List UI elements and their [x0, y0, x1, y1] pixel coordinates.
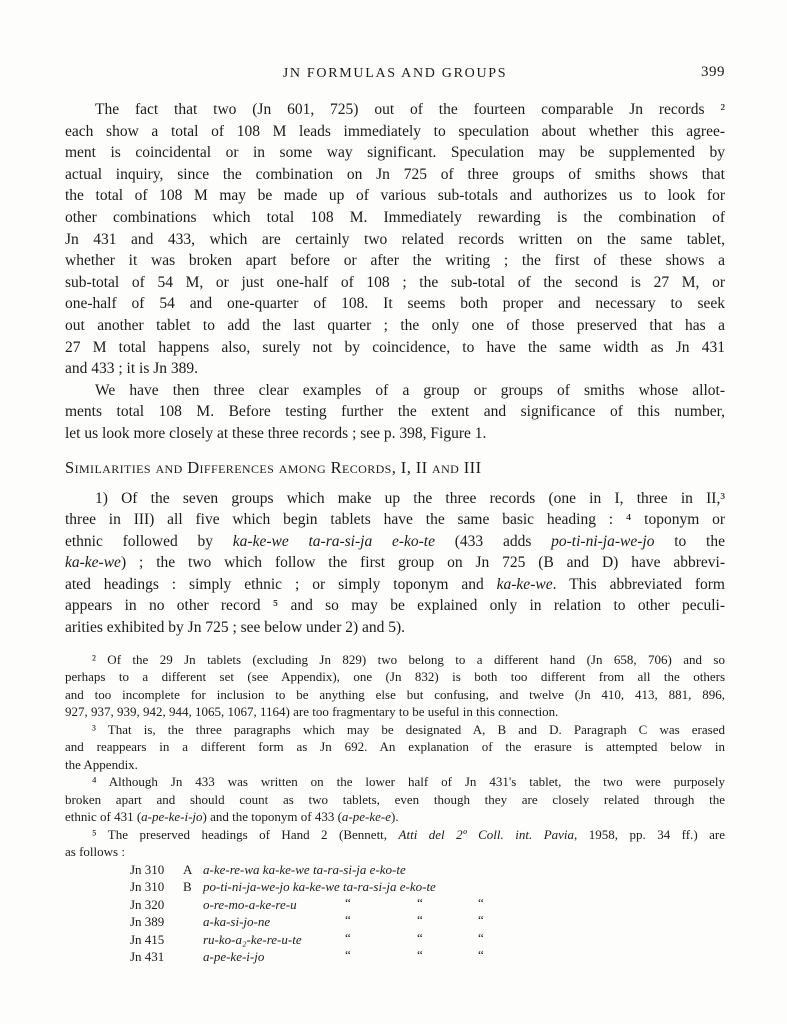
- table-row: [130, 948, 725, 966]
- tablet-id: Jn 320: [130, 896, 165, 912]
- paragraph-letter: A: [183, 861, 193, 877]
- text-line: whether it was broken apart before or after the writing ; the first of these shows a: [65, 252, 725, 270]
- table-row: [130, 913, 725, 931]
- ditto-mark: “: [417, 947, 423, 963]
- ditto-mark: “: [478, 894, 484, 910]
- text-line: perhaps to a different set (see Appendix), one (Jn 832) is both too different from all the others: [65, 669, 725, 685]
- tablet-heading: a-ka-si-jo-ne: [203, 914, 271, 930]
- ditto-mark: “: [417, 894, 423, 910]
- text-line: 927, 937, 939, 942, 944, 1065, 1067, 1164) are too fragmentary to be useful in this connection.: [65, 704, 559, 720]
- tablet-heading: po-ti-ni-ja-we-jo ka-ke-we ta-ra-si-ja e-ko-te: [203, 879, 436, 895]
- page-number: 399: [701, 64, 725, 80]
- text-line: the Appendix.: [65, 756, 138, 772]
- text-line: ated headings : simply ethnic ; or simply toponym and ka-ke-we. This abbreviated form: [65, 575, 725, 593]
- body-text: [65, 99, 725, 445]
- footnote-blocks: [65, 651, 725, 861]
- table-row: [130, 878, 725, 896]
- tablet-id: Jn 431: [130, 949, 165, 965]
- ditto-mark: “: [417, 912, 423, 928]
- section-body-text: [65, 488, 725, 639]
- section-heading: Similarities and Differences among Records, I, II and III: [65, 457, 482, 477]
- tablet-id: Jn 389: [130, 914, 165, 930]
- text-line: let us look more closely at these three records ; see p. 398, Figure 1.: [65, 424, 487, 442]
- text-line: and 433 ; it is Jn 389.: [65, 360, 199, 378]
- text-line: out another tablet to add the last quarter ; the only one of those preserved that has a: [65, 316, 725, 334]
- text-line: The fact that two (Jn 601, 725) out of the fourteen comparable Jn records ²: [95, 101, 725, 118]
- text-line: Jn 431 and 433, which are certainly two related records written on the same tablet,: [65, 230, 725, 248]
- text-line: ³ That is, the three paragraphs which may be designated A, B and D. Paragraph C was erased: [92, 721, 725, 737]
- ditto-mark: “: [478, 912, 484, 928]
- footnote: [65, 721, 725, 774]
- tablet-id: Jn 310: [130, 861, 165, 877]
- tablet-heading: a-ke-re-wa ka-ke-we ta-ra-si-ja e-ko-te: [203, 861, 406, 877]
- footnotes-section: [65, 651, 725, 966]
- text-line: ethnic of 431 (a-pe-ke-i-jo) and the toponym of 433 (a-pe-ke-e).: [65, 809, 399, 825]
- text-line: each show a total of 108 M leads immediately to speculation about whether this agree-: [65, 122, 725, 140]
- tablet-id: Jn 415: [130, 931, 165, 947]
- table-row: [130, 896, 725, 914]
- text-line: ² Of the 29 Jn tablets (excluding Jn 829) two belong to a different hand (Jn 658, 706) and so: [92, 651, 725, 667]
- text-line: other combinations which total 108 M. Immediately rewarding is the combination of: [65, 208, 725, 226]
- tablet-heading: ru-ko-a₂-ke-re-u-te: [203, 931, 302, 947]
- paragraph: [65, 488, 725, 639]
- text-line: ethnic followed by ka-ke-we ta-ra-si-ja e-ko-te (433 adds po-ti-ni-ja-we-jo to the: [65, 532, 725, 550]
- text-line: three in III) all five which begin tablets have the same basic heading : ⁴ toponym or: [65, 511, 725, 529]
- text-line: appears in no other record ⁵ and so may be explained only in relation to other peculi-: [65, 597, 725, 615]
- footnote: [65, 826, 725, 861]
- ditto-mark: “: [417, 929, 423, 945]
- running-header: [65, 64, 725, 83]
- text-block: [65, 0, 725, 966]
- text-line: actual inquiry, since the combination on Jn 725 of three groups of smiths shows that: [65, 165, 725, 183]
- ditto-mark: “: [478, 929, 484, 945]
- table-row: [130, 861, 725, 879]
- text-line: ⁵ The preserved headings of Hand 2 (Bennett, Atti del 2º Coll. int. Pavia, 1958, pp. 34 ff.) are: [92, 826, 726, 842]
- table-row: [130, 931, 725, 949]
- tablet-heading: a-pe-ke-i-jo: [203, 949, 265, 965]
- ditto-mark: “: [345, 929, 351, 945]
- page-header-title: JN FORMULAS AND GROUPS: [282, 66, 508, 81]
- text-line: ka-ke-we) ; the two which follow the first group on Jn 725 (B and D) have abbrevi-: [65, 554, 725, 572]
- text-line: one-half of 54 and one-quarter of 108. It seems both proper and necessary to seek: [65, 295, 725, 313]
- text-line: and reappears in a different form as Jn 692. An explanation of the erasure is attempted below in: [65, 739, 725, 755]
- text-line: and too incomplete for inclusion to be anything else but confusing, and twelve (Jn 410, 413, 881, 896,: [65, 686, 725, 702]
- paragraph: [65, 99, 725, 380]
- text-line: 1) Of the seven groups which make up the three records (one in I, three in II,³: [95, 489, 725, 507]
- tablet-id: Jn 310: [130, 879, 165, 895]
- ditto-mark: “: [345, 894, 351, 910]
- paragraph: [65, 380, 725, 445]
- text-line: ⁴ Although Jn 433 was written on the lower half of Jn 431's tablet, the two were purposely: [92, 774, 725, 790]
- text-line: as follows :: [65, 844, 125, 860]
- footnote: [65, 773, 725, 826]
- text-line: ment is coincidental or in some way significant. Speculation may be supplemented by: [65, 144, 725, 162]
- text-line: We have then three clear examples of a group or groups of smiths whose allot-: [95, 381, 725, 399]
- ditto-mark: “: [345, 947, 351, 963]
- text-line: arities exhibited by Jn 725 ; see below under 2) and 5).: [65, 619, 406, 637]
- ditto-mark: “: [478, 947, 484, 963]
- headings-list: [130, 861, 725, 966]
- text-line: the total of 108 M may be made up of various sub-totals and authorizes us to look for: [65, 187, 725, 205]
- text-line: sub-total of 54 M, or just one-half of 108 ; the sub-total of the second is 27 M, or: [65, 273, 725, 291]
- text-line: 27 M total happens also, surely not by coincidence, to have the same width as Jn 431: [65, 338, 725, 356]
- paragraph-letter: B: [183, 879, 192, 895]
- text-line: ments total 108 M. Before testing further the extent and significance of this number,: [65, 403, 725, 421]
- ditto-mark: “: [345, 912, 351, 928]
- footnote: [65, 651, 725, 721]
- text-line: broken apart and should count as two tablets, even though they are closely related through the: [65, 791, 725, 807]
- tablet-heading: o-re-mo-a-ke-re-u: [203, 896, 297, 912]
